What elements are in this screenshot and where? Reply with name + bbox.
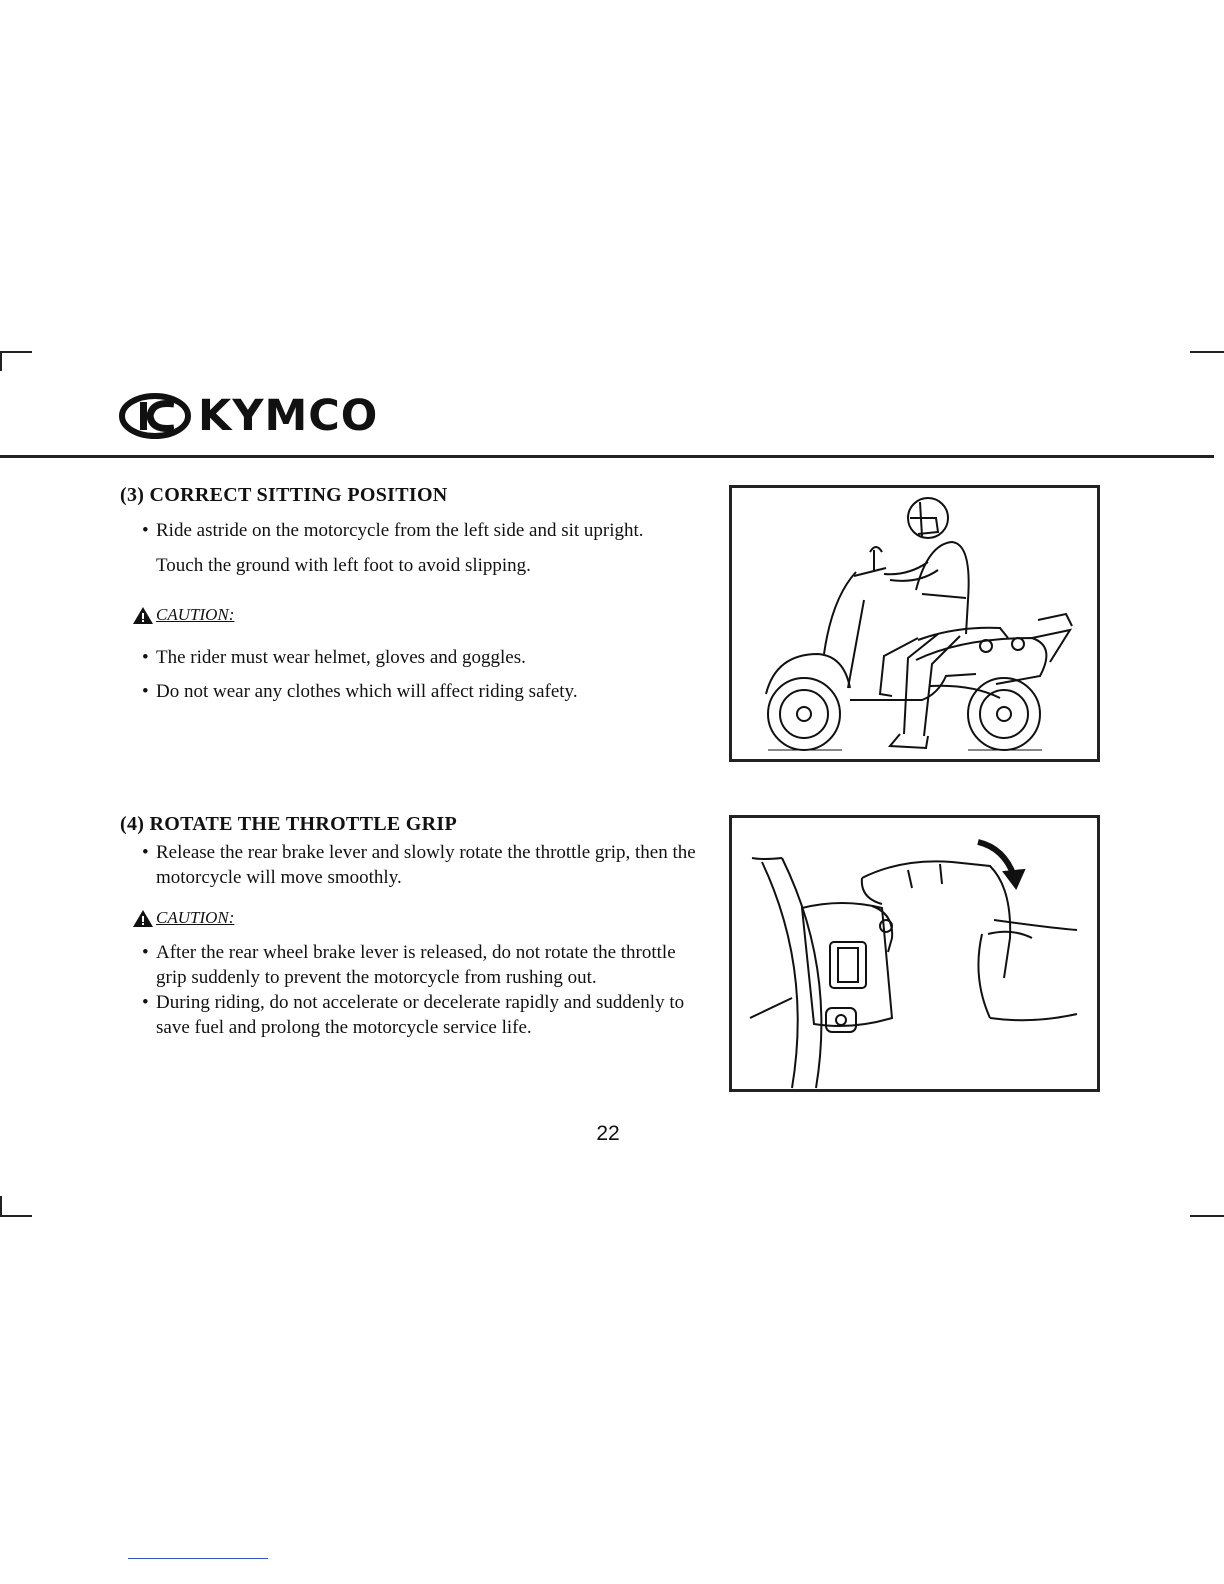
- warning-triangle-icon: [132, 909, 154, 928]
- bullet-text: After the rear wheel brake lever is released, do not rotate the throttle grip suddenly to prevent the motorcycle from rushing out.: [156, 942, 676, 988]
- crop-mark-top-left-h: [0, 351, 32, 353]
- bullet-item: [120, 840, 696, 890]
- bullet-text: The rider must wear helmet, gloves and goggles.: [156, 647, 526, 668]
- bullet-text: During riding, do not accelerate or decelerate rapidly and suddenly to save fuel and prolong the motorcycle service life.: [156, 992, 685, 1038]
- section-sitting-position: [120, 484, 680, 709]
- bullet-text: Release the rear brake lever and slowly rotate the throttle grip, then the motorcycle will move smoothly.: [156, 842, 696, 888]
- crop-mark-bottom-left-h: [0, 1215, 32, 1217]
- header-rule: [0, 455, 1214, 458]
- page-number: 22: [596, 1122, 620, 1145]
- bullet-item: [120, 513, 676, 583]
- bullet-dot: •: [142, 942, 149, 963]
- warning-triangle-icon: [132, 606, 154, 625]
- caution-label-row: [132, 605, 680, 625]
- figure-rider-on-scooter: [729, 485, 1100, 762]
- crop-mark-bottom-right: [1190, 1215, 1224, 1217]
- figure-throttle-grip: [729, 815, 1100, 1092]
- caution-label-row: [132, 908, 680, 928]
- caution-label: CAUTION:: [156, 908, 235, 927]
- bullet-text: Ride astride on the motorcycle from the left side and sit upright. Touch the ground with left foot to avoid slipping.: [156, 520, 644, 576]
- caution-bullet: [120, 940, 696, 990]
- crop-mark-bottom-left-v: [0, 1196, 2, 1216]
- rider-on-scooter-illustration: [732, 488, 1097, 759]
- bullet-dot: •: [142, 681, 149, 702]
- footer-link-underline: [128, 1558, 268, 1559]
- section-heading: (4) ROTATE THE THROTTLE GRIP: [120, 813, 457, 835]
- crop-mark-top-right: [1190, 351, 1224, 353]
- bullet-dot: •: [142, 520, 149, 541]
- brand-name: KYMCO: [198, 391, 379, 441]
- caution-bullet: [120, 990, 696, 1040]
- bullet-dot: •: [142, 992, 149, 1013]
- section-heading: (3) CORRECT SITTING POSITION: [120, 484, 448, 506]
- kymco-emblem-icon: [118, 392, 192, 440]
- bullet-dot: •: [142, 647, 149, 668]
- bullet-text: Do not wear any clothes which will affect riding safety.: [156, 681, 578, 702]
- crop-mark-top-left-v: [0, 351, 2, 371]
- kymco-logo: [118, 392, 378, 440]
- throttle-grip-illustration: [732, 818, 1097, 1089]
- caution-bullet: [120, 675, 680, 709]
- caution-label: CAUTION:: [156, 605, 235, 624]
- caution-bullet: [120, 641, 680, 675]
- bullet-dot: •: [142, 842, 149, 863]
- section-throttle-grip: [120, 813, 696, 1040]
